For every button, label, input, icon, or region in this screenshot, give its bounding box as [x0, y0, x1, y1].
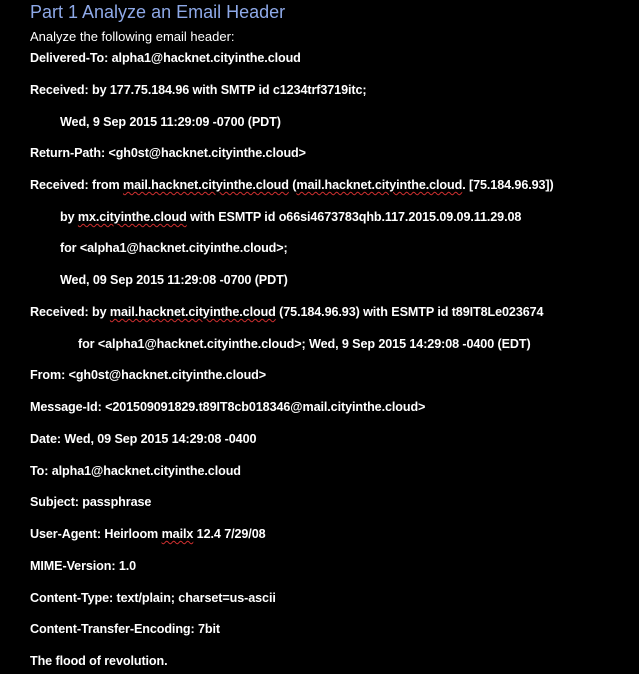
header-received-3: [30, 305, 543, 319]
header-received-2-date: Wed, 09 Sep 2015 11:29:08 -0700 (PDT): [60, 273, 288, 287]
header-delivered-to: Delivered-To: alpha1@hacknet.cityinthe.cloud: [30, 51, 301, 65]
user-agent-mailx: mailx: [161, 527, 194, 541]
received-2-by-host: mx.cityinthe.cloud: [77, 210, 187, 224]
received-3-id: (75.184.96.93) with ESMTP id t89IT8Le023674: [275, 305, 544, 319]
header-date: Date: Wed, 09 Sep 2015 14:29:08 -0400: [30, 432, 257, 446]
document-title: Part 1 Analyze an Email Header: [30, 2, 286, 22]
received-2-by-prefix: by: [60, 210, 78, 224]
header-content-transfer-encoding: Content-Transfer-Encoding: 7bit: [30, 622, 220, 636]
received-2-host-dns: mail.hacknet.cityinthe.cloud: [296, 178, 463, 192]
header-return-path: Return-Path: <gh0st@hacknet.cityinthe.cloud>: [30, 146, 306, 160]
header-subject: Subject: passphrase: [30, 495, 152, 509]
received-2-paren: (: [288, 178, 297, 192]
header-received-3-for: for <alpha1@hacknet.cityinthe.cloud>; Wed, 9 Sep 2015 14:29:08 -0400 (EDT): [78, 337, 531, 351]
user-agent-version: 12.4 7/29/08: [193, 527, 266, 541]
intro-text: Analyze the following email header:: [30, 29, 235, 44]
header-received-2: [30, 178, 554, 192]
received-2-host: mail.hacknet.cityinthe.cloud: [122, 178, 289, 192]
received-3-prefix: Received: by: [30, 305, 110, 319]
header-user-agent: [30, 527, 266, 541]
header-message-id: Message-Id: <201509091829.t89IT8cb018346@mail.cityinthe.cloud>: [30, 400, 426, 414]
received-3-host: mail.hacknet.cityinthe.cloud: [109, 305, 276, 319]
header-mime-version: MIME-Version: 1.0: [30, 559, 137, 573]
received-2-prefix: Received: from: [30, 178, 123, 192]
header-content-type: Content-Type: text/plain; charset=us-ascii: [30, 591, 276, 605]
message-body: The flood of revolution.: [30, 654, 168, 668]
header-received-1-date: Wed, 9 Sep 2015 11:29:09 -0700 (PDT): [60, 115, 281, 129]
user-agent-prefix: User-Agent: Heirloom: [30, 527, 162, 541]
header-received-2-for: for <alpha1@hacknet.cityinthe.cloud>;: [60, 241, 288, 255]
header-received-2-by: [60, 210, 521, 224]
header-received-1: Received: by 177.75.184.96 with SMTP id c1234trf3719itc;: [30, 83, 367, 97]
header-to: To: alpha1@hacknet.cityinthe.cloud: [30, 464, 241, 478]
received-2-by-id: with ESMTP id o66si4673783qhb.117.2015.09.09.11.29.08: [186, 210, 522, 224]
received-2-ip: . [75.184.96.93]): [462, 178, 554, 192]
header-from: From: <gh0st@hacknet.cityinthe.cloud>: [30, 368, 267, 382]
